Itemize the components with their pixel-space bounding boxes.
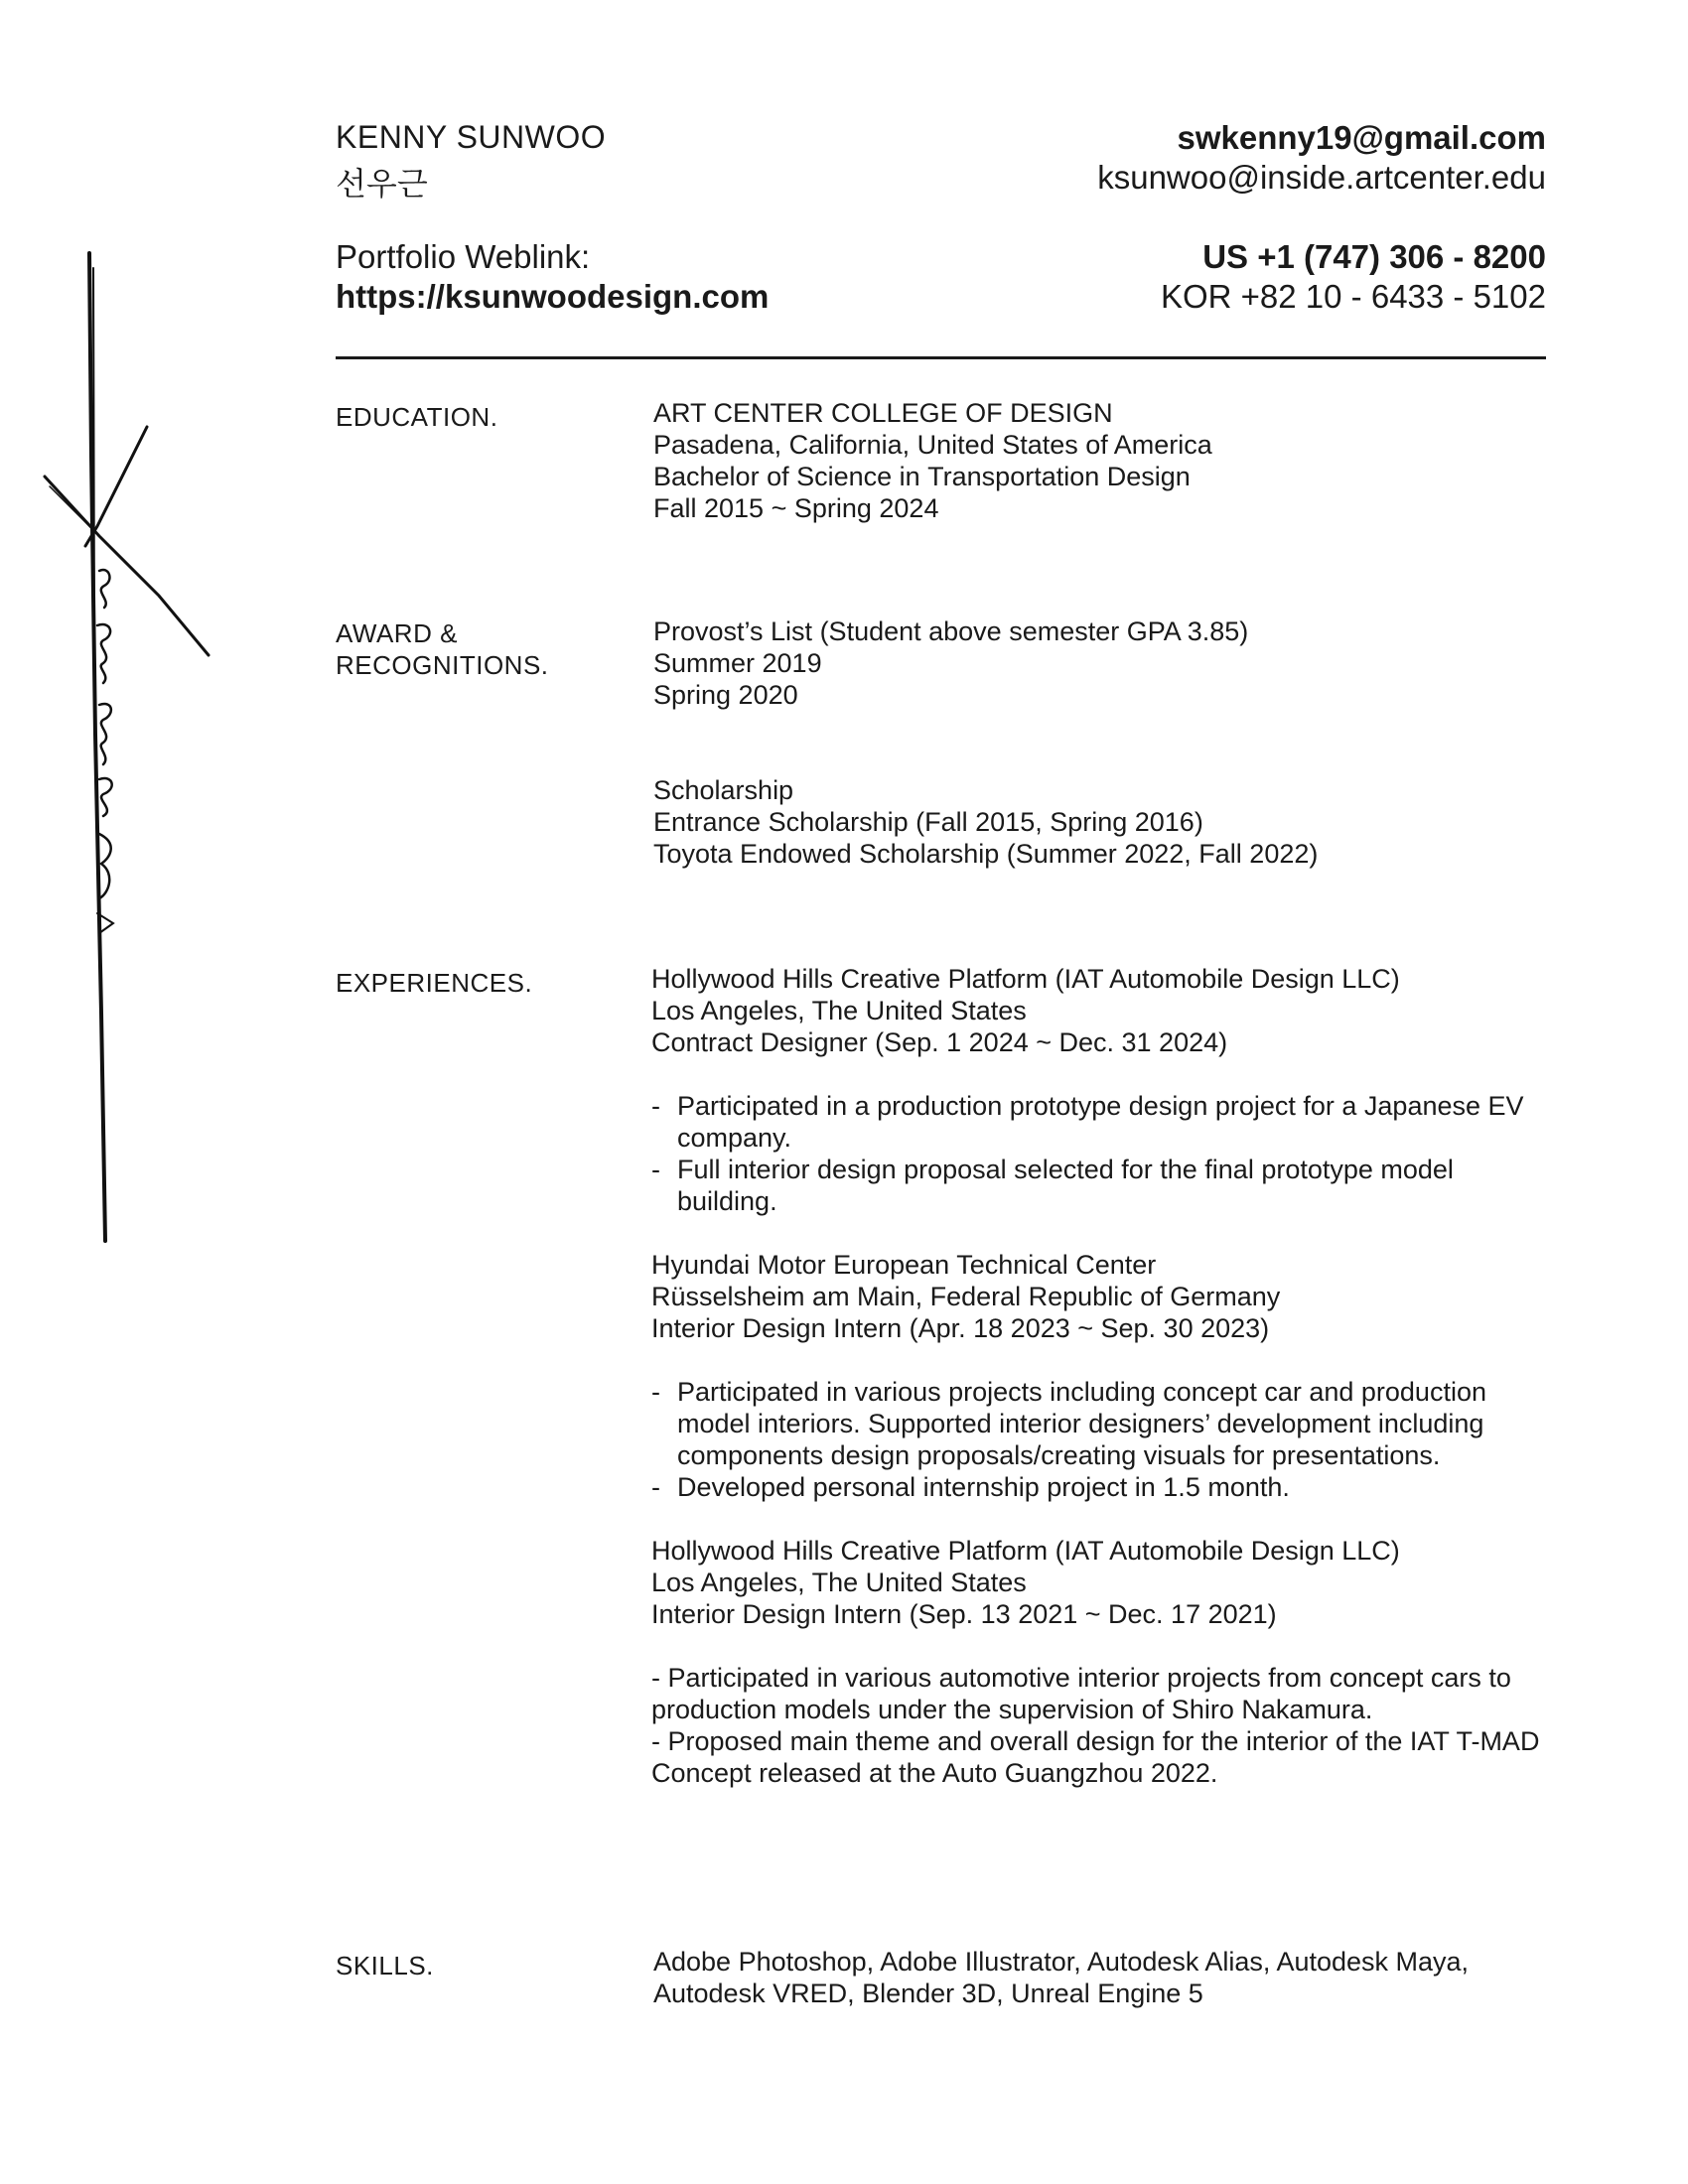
experience-paragraph: - Proposed main theme and overall design for the interior of the IAT T-MAD Concept released at the Auto Guangzhou 2022. — [651, 1726, 1540, 1788]
experience-role: Contract Designer — [651, 1027, 868, 1057]
provost-term: Spring 2020 — [653, 680, 798, 710]
header-divider — [336, 356, 1546, 359]
experience-bullet: - Full interior design proposal selected for the final prototype model building. — [651, 1155, 1454, 1216]
degree-connector: in — [892, 462, 928, 491]
experiences-block — [651, 963, 1545, 1789]
school-location: Pasadena, California, United States of America — [653, 430, 1212, 460]
experience-bullet: - Participated in various projects including concept car and production model interiors. Supported interior designers’ development including components design proposals/creating visuals for presentations. — [651, 1377, 1486, 1470]
section-label-skills: SKILLS. — [336, 1951, 434, 1980]
experience-role-line — [651, 1026, 1545, 1058]
experience-role: Interior Design Intern — [651, 1313, 903, 1343]
experience-role-line — [651, 1312, 1545, 1344]
skills-text: Adobe Photoshop, Adobe Illustrator, Autodesk Alias, Autodesk Maya, Autodesk VRED, Blender 3D, Unreal Engine 5 — [653, 1947, 1470, 2008]
experience-dates: (Sep. 1 2024 ~ Dec. 31 2024) — [867, 1027, 1228, 1057]
experience-paragraph: - Participated in various automotive interior projects from concept cars to production models under the supervision of Shiro Nakamura. — [651, 1663, 1511, 1724]
bullet-marker: - — [651, 1377, 660, 1407]
degree: Bachelor of Science — [653, 462, 893, 491]
scholarship-title: Scholarship — [653, 775, 794, 805]
scholarship-item: Entrance Scholarship (Fall 2015, Spring 2016) — [653, 807, 1203, 837]
section-label-experiences: EXPERIENCES. — [336, 968, 533, 998]
awards-label-line1: AWARD & — [336, 618, 458, 648]
experience-dates: (Apr. 18 2023 ~ Sep. 30 2023) — [902, 1313, 1270, 1343]
bullet-marker: - — [651, 1155, 660, 1184]
candidate-name: KENNY SUNWOO — [336, 119, 607, 155]
education-dates: Fall 2015 ~ Spring 2024 — [653, 493, 939, 523]
degree-line — [653, 461, 1547, 492]
candidate-korean-name: 선우근 — [336, 166, 428, 202]
provost-title: Provost’s List (Student above semester GPA 3.85) — [653, 616, 1249, 646]
portfolio-label: Portfolio Weblink: — [336, 238, 591, 275]
bullet-marker: - — [651, 1091, 660, 1121]
portfolio-link[interactable]: https://ksunwoodesign.com — [336, 278, 770, 315]
scholarship-block — [653, 774, 1547, 870]
major: Transportation Design — [927, 462, 1191, 491]
experience-location: Los Angeles, The United States — [651, 1568, 1027, 1597]
bullet-marker: - — [651, 1472, 660, 1502]
signature-graphic — [40, 238, 238, 1261]
experience-role: Interior Design Intern — [651, 1599, 903, 1629]
experience-dates: (Sep. 13 2021 ~ Dec. 17 2021) — [902, 1599, 1277, 1629]
provost-term: Summer 2019 — [653, 648, 822, 678]
experience-company: Hyundai Motor European Technical Center — [651, 1250, 1157, 1280]
awards-block — [653, 615, 1547, 711]
email-primary[interactable]: swkenny19@gmail.com — [1177, 119, 1546, 156]
experience-bullet: - Developed personal internship project in 1.5 month. — [651, 1472, 1290, 1502]
experience-bullet: - Participated in a production prototype design project for a Japanese EV company. — [651, 1091, 1524, 1153]
experience-company: Hollywood Hills Creative Platform (IAT Automobile Design LLC) — [651, 1536, 1400, 1566]
education-block — [653, 397, 1547, 524]
section-label-awards — [336, 617, 549, 681]
experience-role-line — [651, 1598, 1545, 1630]
phone-us: US +1 (747) 306 - 8200 — [1202, 238, 1546, 275]
phone-kor: KOR +82 10 - 6433 - 5102 — [1160, 278, 1546, 315]
scholarship-item: Toyota Endowed Scholarship (Summer 2022, Fall 2022) — [653, 839, 1319, 869]
awards-label-line2: RECOGNITIONS. — [336, 650, 549, 680]
school-name: ART CENTER COLLEGE OF DESIGN — [653, 398, 1113, 428]
experience-company: Hollywood Hills Creative Platform (IAT Automobile Design LLC) — [651, 964, 1400, 994]
experience-location: Los Angeles, The United States — [651, 996, 1027, 1025]
email-school[interactable]: ksunwoo@inside.artcenter.edu — [1097, 159, 1546, 196]
experience-location: Rüsselsheim am Main, Federal Republic of Germany — [651, 1282, 1281, 1311]
section-label-education: EDUCATION. — [336, 402, 498, 432]
